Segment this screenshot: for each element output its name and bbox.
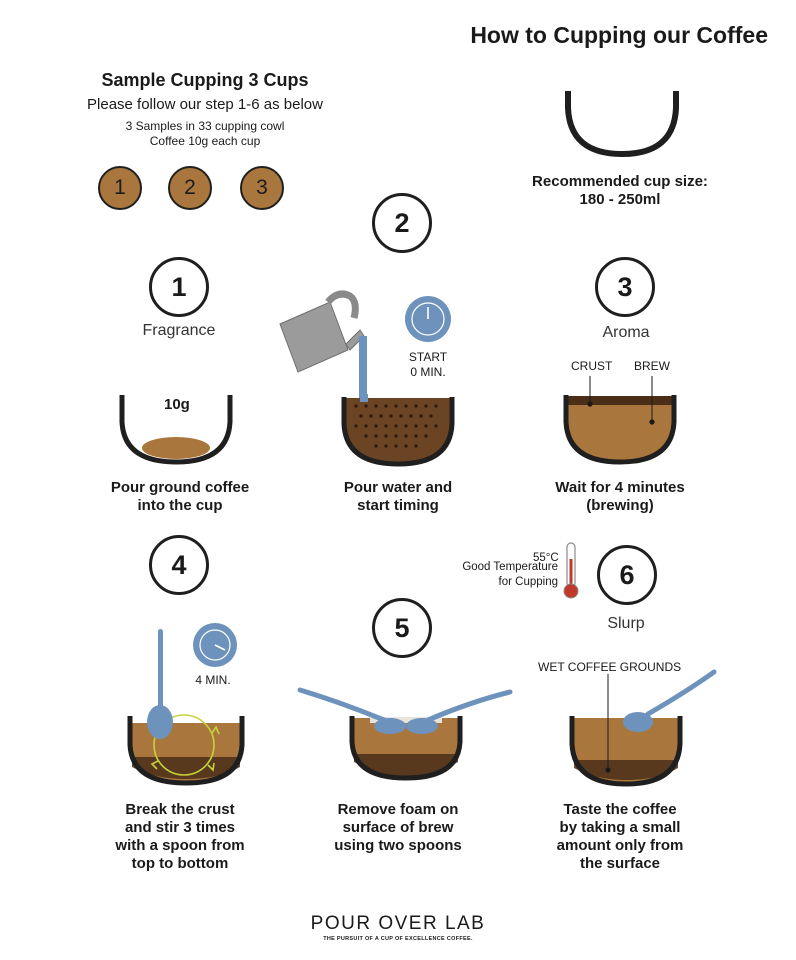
step-5-caption-line: Remove foam on: [337, 801, 459, 818]
thermometer-value: 55°C: [533, 552, 559, 564]
temperature-note: [430, 560, 558, 590]
step-6-caption-line: by taking a small: [559, 819, 681, 836]
intro-samples-note: 3 Samples in 33 cupping cowl: [125, 119, 285, 133]
step-4-caption-line: top to bottom: [131, 855, 229, 872]
sample-3-badge: 3: [240, 166, 284, 210]
step-6-grounds-label: WET COFFEE GROUNDS: [538, 660, 682, 674]
step-2-number: 2: [372, 193, 432, 253]
step-2-timer-line: START: [408, 350, 448, 364]
step-4-caption-line: with a spoon from: [115, 837, 245, 854]
step-2-timer-label: [386, 350, 470, 380]
intro-instruction: Please follow our step 1-6 as below: [87, 96, 323, 113]
thermometer-icon: [560, 541, 582, 601]
recommended-size-heading: Recommended cup size:: [532, 173, 708, 190]
step-3-cup-icon: [560, 376, 682, 466]
temperature-note-line: Good Temperature: [462, 561, 558, 573]
step-3-brew-label: BREW: [634, 359, 670, 373]
step-3-number: 3: [595, 257, 655, 317]
step-3-caption: [520, 479, 720, 515]
step-4-caption: [80, 801, 280, 873]
step-2-caption: [298, 479, 498, 515]
step-6-cup-icon: [566, 664, 722, 788]
step-5-number: 5: [372, 598, 432, 658]
step-5-caption-line: surface of brew: [342, 819, 454, 836]
step-1-cup-icon: [116, 392, 238, 466]
step-2-clock-icon: [404, 295, 452, 343]
step-5-caption: [298, 801, 498, 855]
page-title: How to Cupping our Coffee: [470, 22, 768, 48]
step-5-cup-icon: [300, 684, 512, 784]
sample-1-badge: 1: [98, 166, 142, 210]
step-2-cup-icon: [338, 394, 460, 468]
step-4-cup-icon: [124, 627, 248, 789]
step-6-caption-line: the surface: [579, 855, 661, 872]
kettle-icon: [276, 288, 372, 400]
step-1-dose-label: 10g: [164, 396, 190, 413]
step-6-caption-line: amount only from: [556, 837, 684, 854]
intro-dose-note: Coffee 10g each cup: [149, 134, 261, 148]
step-5-caption-line: using two spoons: [334, 837, 462, 854]
step-3-caption-line: Wait for 4 minutes: [555, 479, 685, 496]
step-1-caption-line: into the cup: [137, 497, 223, 514]
step-2-caption-line: Pour water and: [343, 479, 453, 496]
step-3-caption-line: (brewing): [586, 497, 654, 514]
step-4-timer-label: 4 MIN.: [195, 673, 231, 687]
step-6-caption-line: Taste the coffee: [563, 801, 677, 818]
step-1-subtitle: Fragrance: [142, 322, 216, 339]
recommended-size-label: [510, 173, 730, 209]
step-2-timer-line: 0 MIN.: [410, 365, 446, 379]
step-1-caption-line: Pour ground coffee: [110, 479, 250, 496]
step-1-caption: [80, 479, 280, 515]
step-4-caption-line: Break the crust: [125, 801, 235, 818]
step-6-subtitle: Slurp: [607, 615, 645, 632]
intro-heading: Sample Cupping 3 Cups: [101, 70, 309, 90]
recommended-cup-icon: [560, 88, 684, 160]
sample-2-badge: 2: [168, 166, 212, 210]
brand-logo: POUR OVER LAB: [310, 913, 486, 934]
step-1-number: 1: [149, 257, 209, 317]
step-4-number: 4: [149, 535, 209, 595]
recommended-size-value: 180 - 250ml: [579, 191, 661, 208]
brand-tagline: THE PURSUIT OF A CUP OF EXCELLENCE COFFEE.: [323, 936, 473, 942]
step-6-number: 6: [597, 545, 657, 605]
step-3-crust-label: CRUST: [571, 359, 613, 373]
step-6-caption: [520, 801, 720, 873]
step-4-caption-line: and stir 3 times: [124, 819, 236, 836]
step-3-subtitle: Aroma: [602, 324, 650, 341]
temperature-note-line: for Cupping: [498, 576, 558, 588]
step-2-caption-line: start timing: [357, 497, 439, 514]
